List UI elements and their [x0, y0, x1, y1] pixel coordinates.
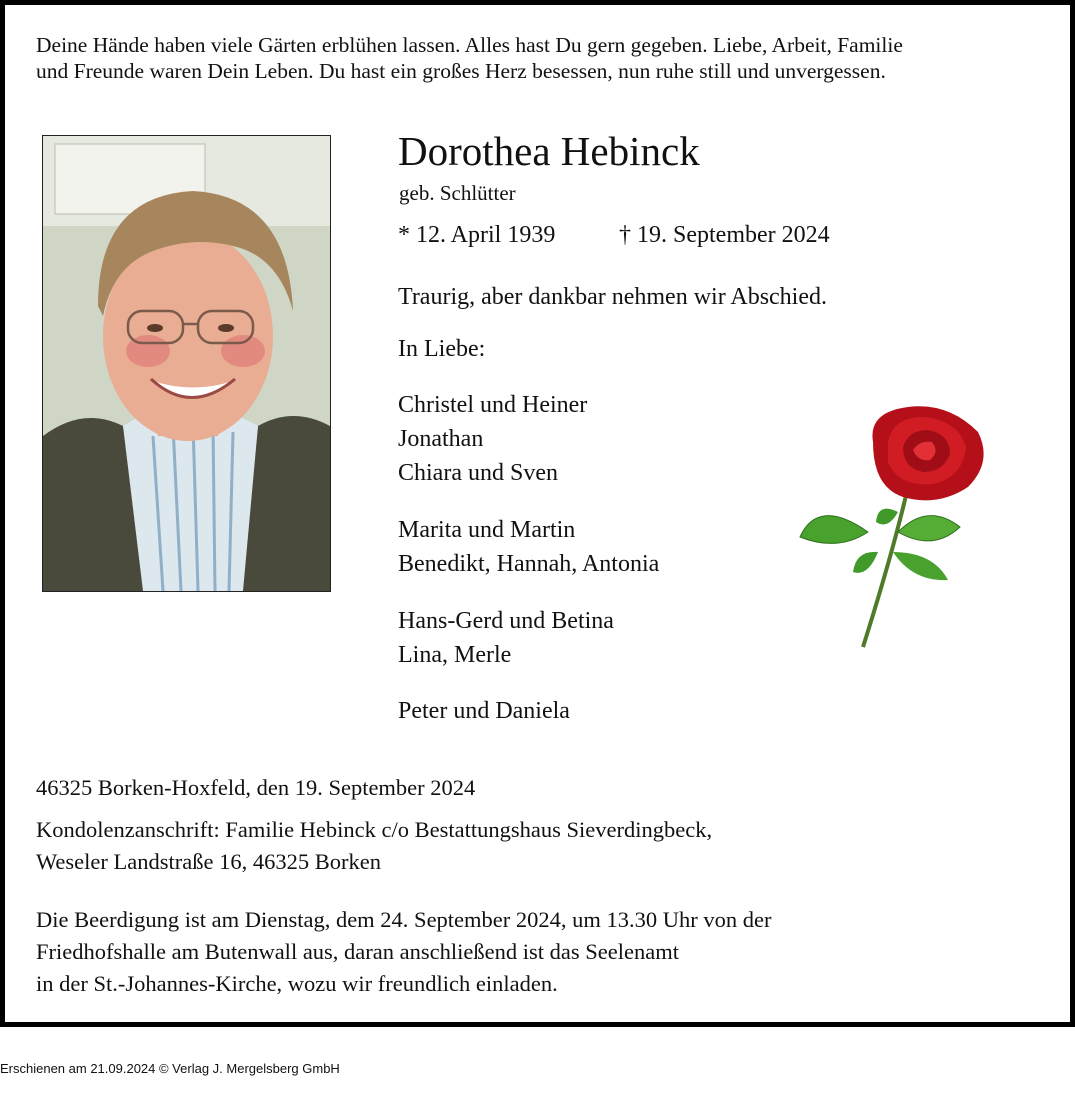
funeral-notice	[36, 904, 772, 1000]
motto-line-1: Deine Hände haben viele Gärten erblühen lassen. Alles hast Du gern gegeben. Liebe, Arbeit, Familie	[36, 33, 903, 57]
in-love-heading: In Liebe:	[398, 336, 486, 362]
place-date: 46325 Borken-Hoxfeld, den 19. September 2024	[36, 775, 476, 800]
family-line: Marita und Martin	[398, 517, 576, 543]
family-line: Peter und Daniela	[398, 698, 570, 724]
deceased-name: Dorothea Hebinck	[398, 128, 700, 174]
death-date: † 19. September 2024	[619, 222, 830, 248]
funeral-line-2: Friedhofshalle am Butenwall aus, daran anschließend ist das Seelenamt	[36, 939, 679, 964]
funeral-line-3: in der St.-Johannes-Kirche, wozu wir freundlich einladen.	[36, 971, 558, 996]
family-group-3	[398, 604, 614, 672]
farewell-text: Traurig, aber dankbar nehmen wir Abschied.	[398, 284, 827, 310]
funeral-line-1: Die Beerdigung ist am Dienstag, dem 24. September 2024, um 13.30 Uhr von der	[36, 907, 772, 932]
family-line: Christel und Heiner	[398, 392, 588, 418]
motto-text	[36, 32, 1036, 84]
motto-line-2: und Freunde waren Dein Leben. Du hast ein großes Herz besessen, nun ruhe still und unvergessen.	[36, 59, 886, 83]
family-line: Lina, Merle	[398, 642, 512, 668]
rose-icon	[798, 402, 993, 654]
family-group-1	[398, 388, 587, 490]
birth-date: * 12. April 1939	[398, 222, 556, 248]
portrait-photo	[42, 135, 331, 592]
family-line: Hans-Gerd und Betina	[398, 608, 614, 634]
condolence-line-2: Weseler Landstraße 16, 46325 Borken	[36, 849, 381, 874]
family-group-2	[398, 513, 659, 581]
family-line: Jonathan	[398, 426, 484, 452]
condolence-line-1: Kondolenzanschrift: Familie Hebinck c/o Bestattungshaus Sieverdingbeck,	[36, 817, 713, 842]
family-line: Chiara und Sven	[398, 460, 558, 486]
family-group-4	[398, 694, 570, 728]
condolence-address	[36, 814, 712, 878]
publication-credit: Erschienen am 21.09.2024 © Verlag J. Mergelsberg GmbH	[0, 1061, 340, 1076]
family-line: Benedikt, Hannah, Antonia	[398, 551, 660, 577]
maiden-name: geb. Schlütter	[399, 181, 516, 205]
